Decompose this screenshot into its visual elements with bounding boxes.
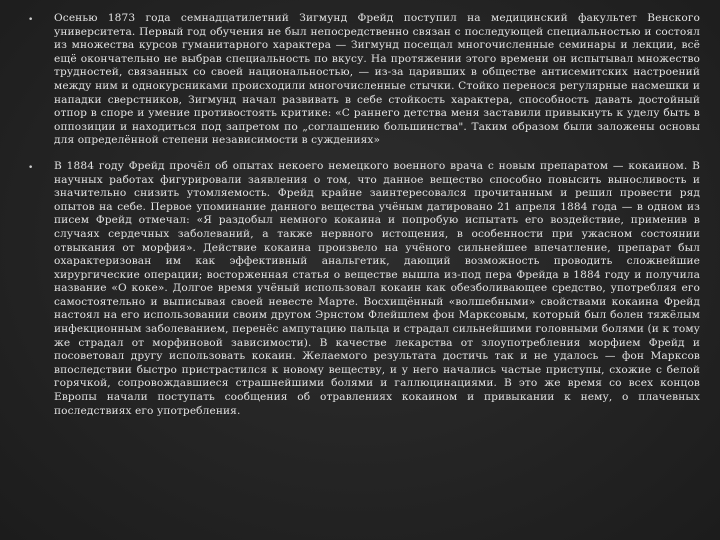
bullet-item-university (24, 12, 700, 148)
bullet-icon: • (28, 15, 34, 25)
bullet-list (24, 12, 700, 418)
bullet-text-cocaine: В 1884 году Фрейд прочёл об опытах некоего немецкого военного врача с новым препаратом — кокаином. В научных работах фигурировали заявления о том, что данное вещество способно повысить выносливость и значительно снизить утомляемость. Фрейд крайне заинтересовался прочитанным и решил провести ряд опытов на себе. Первое упоминание данного вещества учёным датировано 21 апреля 1884 года — в одном из писем Фрейд отмечал: «Я раздобыл немного кокаина и попробую испытать его воздействие, применив в случаях сердечных заболеваний, а также нервного истощения, в особенности при ужасном состоянии отвыкания от морфия». Действие кокаина произвело на учёного сильнейшее впечатление, препарат был охарактеризован им как эффективный анальгетик, дающий возможность проводить сложнейшие хирургические операции; восторженная статья о веществе вышла из-под пера Фрейда в 1884 году и получила название «О коке». Долгое время учёный использовал кокаин как обезболивающее средство, употребляя его самостоятельно и выписывая своей невесте Марте. Восхищённый «волшебными» свойствами кокаина Фрейд настоял на его использовании своим другом Эрнстом Флейшлем фон Марксовым, который был болен тяжёлым инфекционным заболеванием, перенёс ампутацию пальца и страдал сильнейшими головными болями (и к тому же страдал от морфиновой зависимости). В качестве лекарства от злоупотребления морфием Фрейд и посоветовал другу использовать кокаин. Желаемого результата достичь так и не удалось — фон Марксов впоследствии быстро пристрастился к новому веществу, и у него начались частые приступы, схожие с белой горячкой, сопровождавшиеся страшнейшими болями и галлюцинациями. В это же время со всех концов Европы начали поступать сообщения об отравлениях кокаином и привыкании к нему, о плачевных последствиях его употребления. (54, 159, 700, 417)
bullet-icon: • (28, 162, 34, 173)
bullet-item-cocaine (24, 160, 700, 418)
bullet-text-university: Осенью 1873 года семнадцатилетний Зигмунд Фрейд поступил на медицинский факультет Венского университета. Первый год обучения не был непосредственно связан с последующей специальностью и состоял из множества курсов гуманитарного характера — Зигмунд посещал многочисленные семинары и лекции, всё ещё окончательно не выбрав специальность по вкусу. На протяжении этого времени он испытывал множество трудностей, связанных со своей национальностью, — из-за царивших в обществе антисемитских настроений между ним и однокурсниками происходили многочисленные стычки. Стойко перенося регулярные насмешки и нападки сверстников, Зигмунд начал развивать в себе стойкость характера, способность давать достойный отпор в споре и умение противостоять критике: «С раннего детства меня заставили привыкнуть к уделу быть в оппозиции и находиться под запретом по „соглашению большинства". Таким образом были заложены основы для определённой степени независимости в суждениях» (54, 12, 700, 147)
